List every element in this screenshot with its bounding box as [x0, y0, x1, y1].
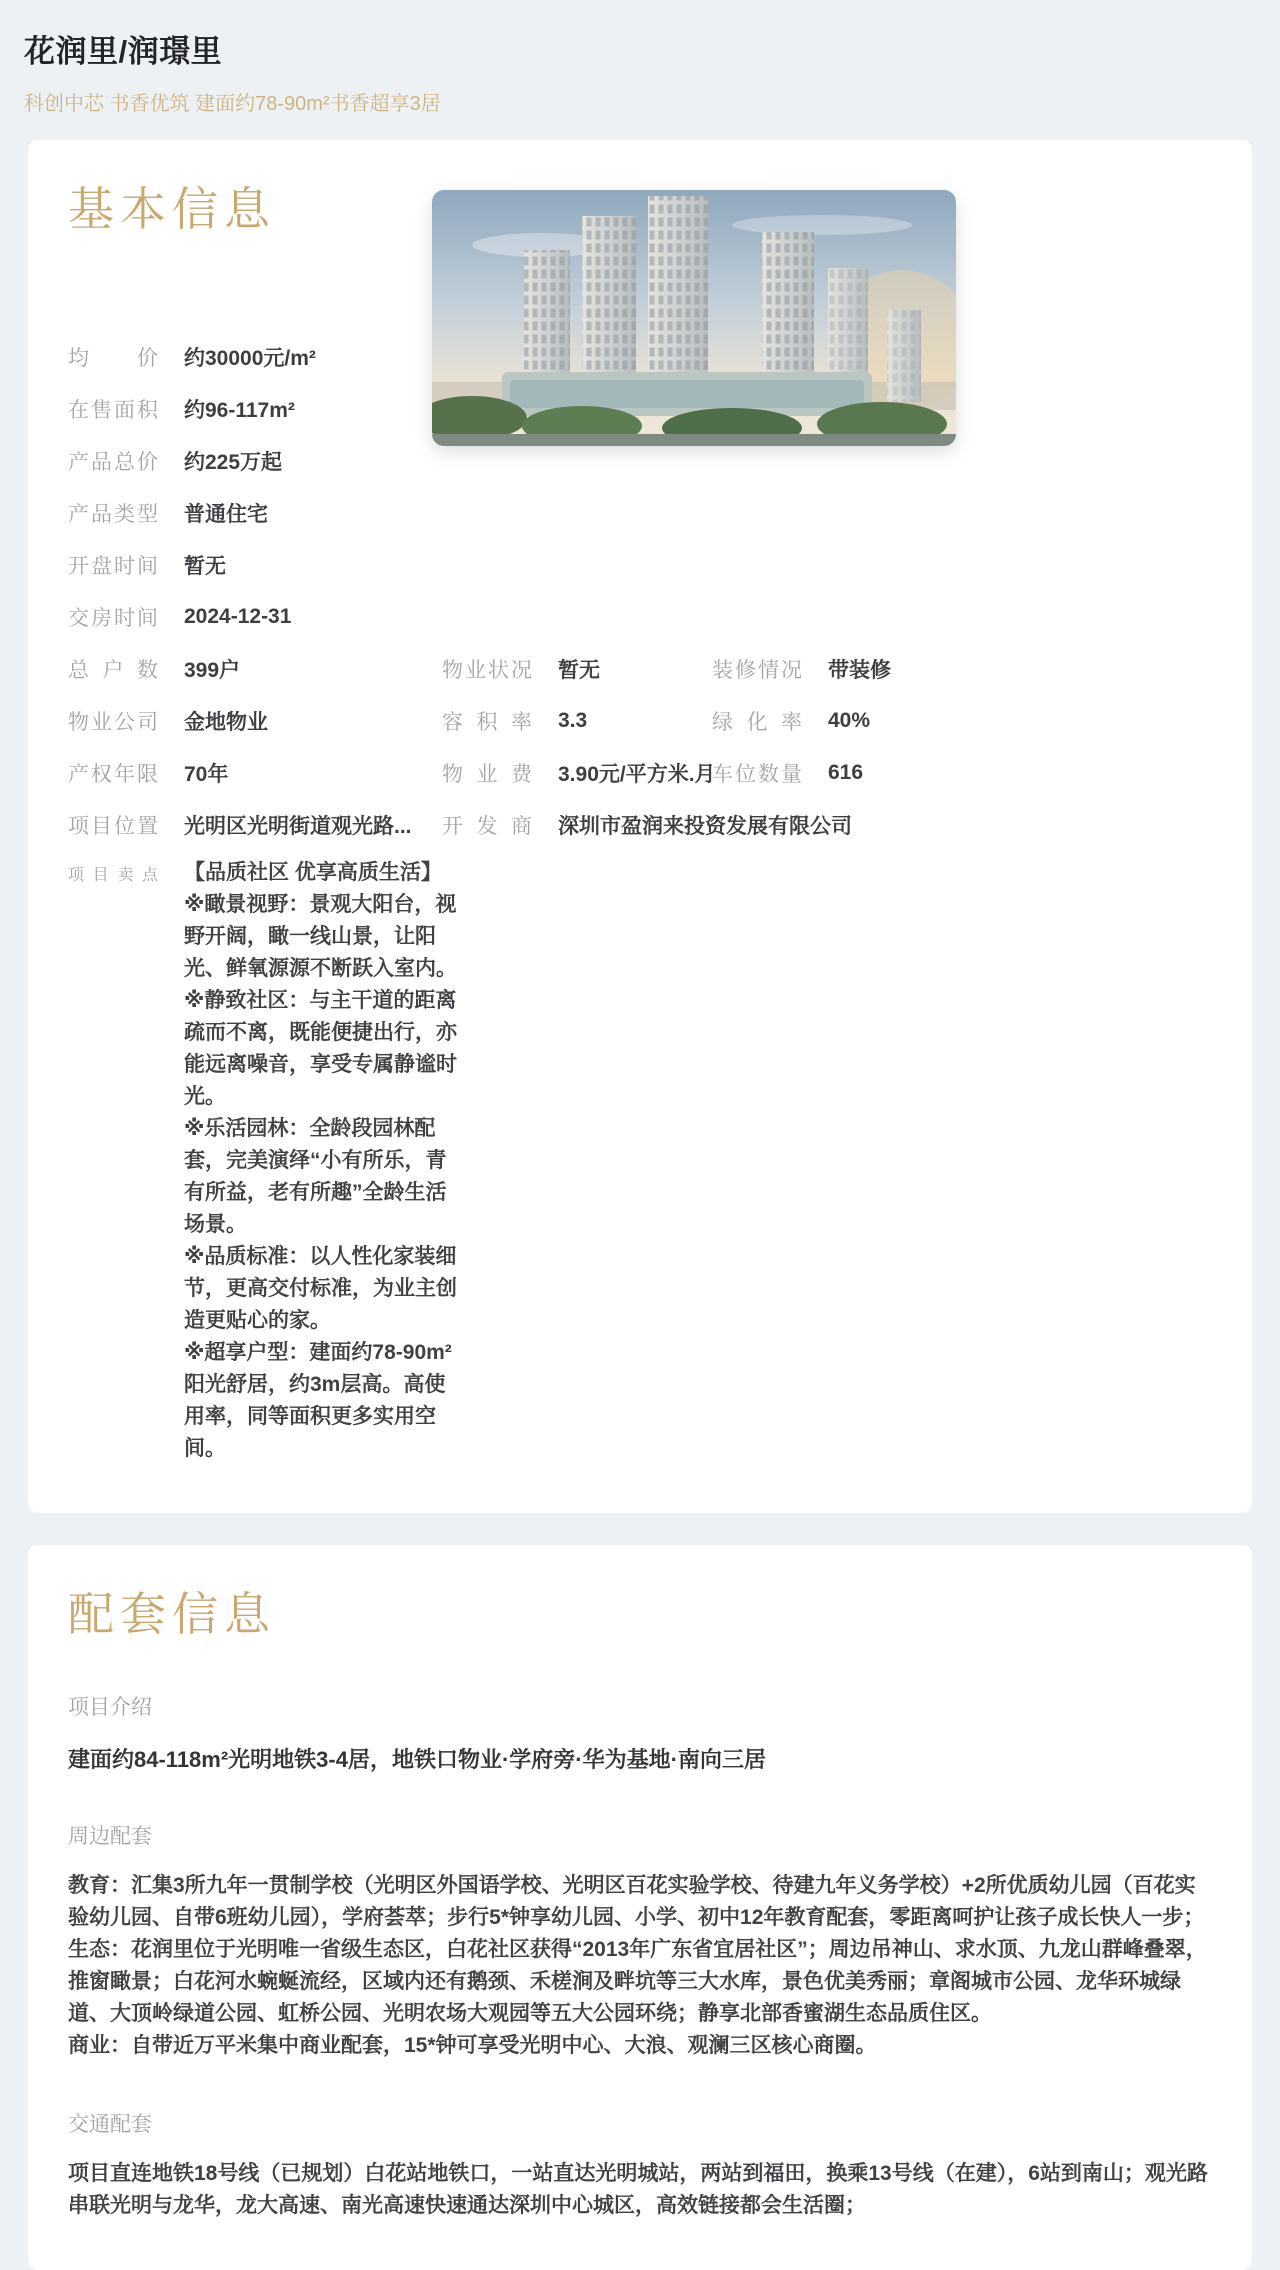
- info-row-greening-rate: [712, 695, 891, 747]
- info-label: 车位数量: [712, 763, 802, 786]
- info-value: 约225万起: [184, 451, 283, 474]
- nearby-ecology-paragraph: 生态：花润里位于光明唯一省级生态区，白花社区获得“2013年广东省宜居社区”；周边吊神山、求水顶、九龙山群峰叠翠，推窗瞰景；白花河水蜿蜒流经，区域内还有鹅颈、禾槎涧及畔坑等三大水库，景色优美秀丽；章阁城市公园、龙华环城绿道、大顶岭绿道公园、虹桥公园、光明农场大观园等五大公园环绕；静享北部香蜜湖生态品质住区。: [68, 1938, 1207, 2025]
- info-label: 产权年限: [68, 763, 158, 786]
- info-row-tenure: [68, 747, 460, 799]
- selling-point-item: ※静致社区：与主干道的距离疏而不离，既能便捷出行，亦能远离噪音，享受专属静谧时光。: [184, 989, 457, 1108]
- info-value: 616: [828, 761, 864, 784]
- info-row-parking-count: [712, 747, 891, 799]
- selling-point-item: ※乐活园林：全龄段园林配套，完美演绎“小有所乐，青有所益，老有所趣”全龄生活场景。: [184, 1117, 447, 1236]
- info-row-decoration: [712, 643, 891, 695]
- info-label: 物业费: [442, 763, 532, 786]
- info-row-avg-price: [68, 331, 460, 383]
- info-row-total-units: [68, 643, 460, 695]
- page-subtitle: 科创中芯 书香优筑 建面约78-90m²书香超享3居: [24, 93, 441, 115]
- info-value: 399户: [184, 659, 241, 682]
- basic-info-section-title: 基本信息: [68, 183, 276, 235]
- info-value: 深圳市盈润来投资发展有限公司: [558, 815, 852, 838]
- info-value: 暂无: [184, 555, 226, 578]
- intro-label: 项目介绍: [68, 1696, 152, 1719]
- basic-info-right-column: [712, 643, 891, 799]
- info-row-opening-date: [68, 539, 460, 591]
- info-label: 装修情况: [712, 659, 802, 682]
- info-row-delivery-date: [68, 591, 460, 643]
- info-value: 金地物业: [184, 711, 268, 734]
- info-label: 产品总价: [68, 451, 158, 474]
- page-header: [0, 0, 1280, 140]
- info-label: 绿化率: [712, 711, 802, 734]
- info-row-property-company: [68, 695, 460, 747]
- info-label: 物业状况: [442, 659, 532, 682]
- traffic-paragraph: 项目直连地铁18号线（已规划）白花站地铁口，一站直达光明城站，两站到福田，换乘13号线（在建），6站到南山；观光路串联光明与龙华，龙大高速、南光高速快速通达深圳中心城区，高效链接都会生活圈；: [68, 2162, 1208, 2217]
- info-label: 交房时间: [68, 607, 158, 630]
- info-value: 3.3: [558, 709, 588, 732]
- info-value: 3.90元/平方米.月: [558, 763, 716, 786]
- selling-points-headline: 【品质社区 优享高质生活】: [184, 861, 442, 884]
- info-label: 项目位置: [68, 815, 158, 838]
- nearby-paragraphs: [68, 1870, 1212, 2062]
- page-title: 花润里/润璟里: [24, 34, 223, 69]
- info-label: 均价: [68, 347, 158, 370]
- info-row-developer: [442, 799, 852, 851]
- info-label: 在售面积: [68, 399, 158, 422]
- amenities-card: [28, 1545, 1252, 2270]
- traffic-paragraphs: [68, 2158, 1212, 2222]
- nearby-education-paragraph: 教育：汇集3所九年一贯制学校（光明区外国语学校、光明区百花实验学校、待建九年义务学校）+2所优质幼儿园（百花实验幼儿园、自带6班幼儿园），学府荟萃；步行5*钟享幼儿园、小学、初中12年教育配套，零距离呵护让孩子成长快人一步；: [68, 1874, 1205, 1929]
- selling-point-item: ※超享户型：建面约78-90m²阳光舒居，约3m层高。高使用率，同等面积更多实用空间。: [184, 1341, 452, 1460]
- nearby-commerce-paragraph: 商业：自带近万平米集中商业配套，15*钟可享受光明中心、大浪、观澜三区核心商圈。: [68, 2034, 877, 2057]
- info-label: 开发商: [442, 815, 532, 838]
- info-value: 2024-12-31: [184, 605, 292, 628]
- basic-info-card: [28, 140, 1252, 1513]
- info-value: 带装修: [828, 659, 891, 682]
- basic-info-grid: [68, 331, 1212, 1465]
- info-label: 物业公司: [68, 711, 158, 734]
- info-label: 容积率: [442, 711, 532, 734]
- info-label: 总户数: [68, 659, 158, 682]
- info-label: 产品类型: [68, 503, 158, 526]
- info-value: 约30000元/m²: [184, 347, 316, 370]
- nearby-label: 周边配套: [68, 1825, 152, 1848]
- basic-info-left-column: [68, 331, 460, 1465]
- info-row-location: [68, 799, 460, 851]
- selling-points-content: [184, 857, 460, 1465]
- amenities-body: [68, 1691, 1212, 2222]
- info-value: 40%: [828, 709, 871, 732]
- selling-point-item: ※瞰景视野：景观大阳台，视野开阔，瞰一线山景，让阳光、鲜氧源源不断跃入室内。: [184, 893, 457, 980]
- info-row-selling-points: [68, 857, 460, 1465]
- info-row-product-type: [68, 487, 460, 539]
- info-row-total-price: [68, 435, 460, 487]
- info-value: 暂无: [558, 659, 600, 682]
- info-value: 约96-117m²: [184, 399, 295, 422]
- info-value: 普通住宅: [184, 503, 268, 526]
- intro-text: 建面约84-118m²光明地铁3-4居，地铁口物业·学府旁·华为基地·南向三居: [68, 1747, 766, 1772]
- traffic-label: 交通配套: [68, 2113, 152, 2136]
- info-value: 光明区光明街道观光路...: [184, 815, 412, 838]
- info-value: 70年: [184, 763, 229, 786]
- info-label: 项目卖点: [68, 867, 158, 884]
- selling-point-item: ※品质标准：以人性化家装细节，更高交付标准，为业主创造更贴心的家。: [184, 1245, 457, 1332]
- info-row-area: [68, 383, 460, 435]
- info-label: 开盘时间: [68, 555, 158, 578]
- amenities-section-title: 配套信息: [68, 1588, 276, 1640]
